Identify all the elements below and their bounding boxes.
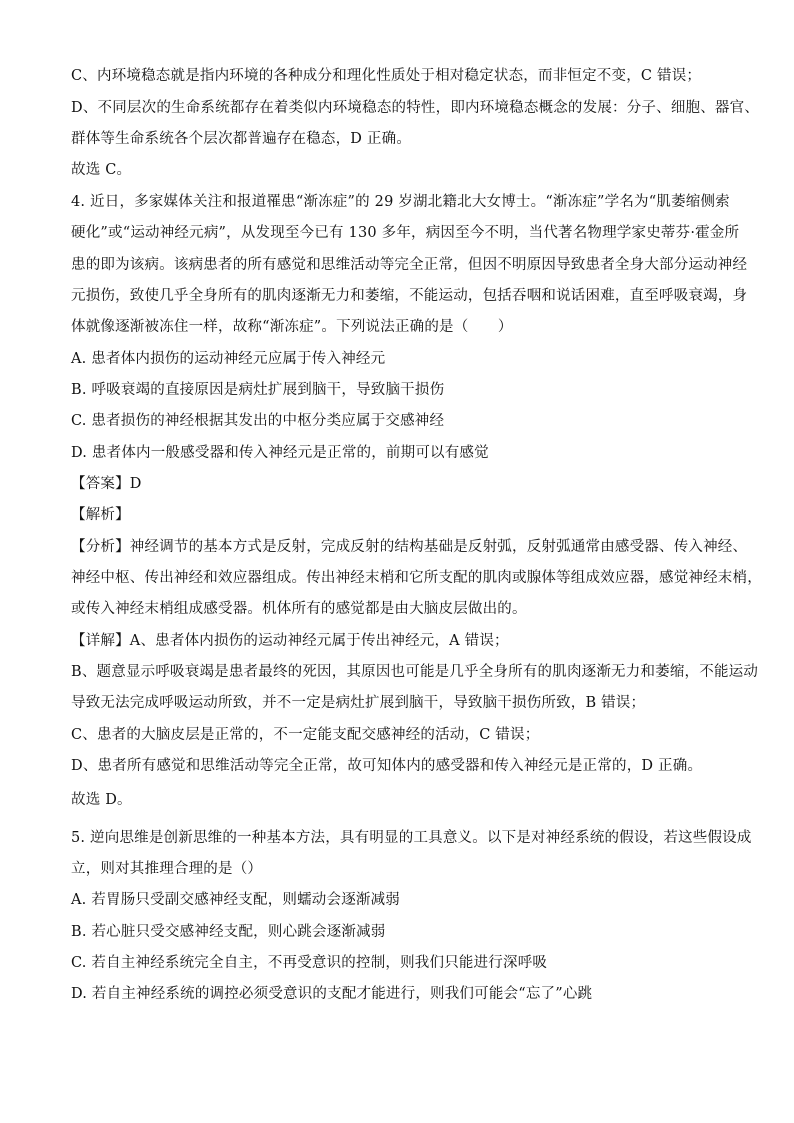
answer-label: 【答案】D <box>71 476 142 492</box>
analysis-paragraph-line-2: 神经中枢、传出神经和效应器组成。传出神经末梢和它所支配的肌肉或腺体等组成效应器，感觉神经末梢， <box>71 570 762 586</box>
question-5-option-d: D. 若自主神经系统的调控必须受意识的支配才能进行，则我们可能会“忘了”心跳 <box>71 986 593 1002</box>
question-5-option-c: C. 若自主神经系统完全自主，不再受意识的控制，则我们只能进行深呼吸 <box>71 955 548 971</box>
question-5-stem: 5. 逆向思维是创新思维的一种基本方法，具有明显的工具意义。以下是对神经系统的假设，若这些假设成 <box>71 830 752 846</box>
analysis-paragraph-line-3: 或传入神经末梢组成感受器。机体所有的感觉都是由大脑皮层做出的。 <box>71 601 527 617</box>
detail-option-a: 【详解】A、患者体内损伤的运动神经元属于传出神经元，A 错误； <box>71 633 509 649</box>
question-4-stem-line-4: 元损伤，致使几乎全身所有的肌肉逐渐无力和萎缩，不能运动，包括吞咽和说话困难，直至呼吸衰竭，身 <box>71 288 748 304</box>
detail-option-b-cont: 导致无法完成呼吸运动所致，并不一定是病灶扩展到脑干，导致脑干损伤所致，B 错误； <box>71 695 646 711</box>
question-4-option-b: B. 呼吸衰竭的直接原因是病灶扩展到脑干，导致脑干损伤 <box>71 382 445 398</box>
question-5-option-a: A. 若胃肠只受副交感神经支配，则蠕动会逐渐减弱 <box>71 892 400 908</box>
answer-choice: 故选 C。 <box>71 162 132 178</box>
question-4-stem-line-2: 硬化”或“运动神经元病”，从发现至今已有 130 多年，病因至今不明，当代著名物理学家史蒂芬·霍金所 <box>71 225 740 241</box>
analysis-paragraph: 【分析】神经调节的基本方式是反射，完成反射的结构基础是反射弧，反射弧通常由感受器、传入神经、 <box>71 539 748 555</box>
detail-option-d: D、患者所有感觉和思维活动等完全正常，故可知体内的感受器和传入神经元是正常的，D 正确。 <box>71 758 703 774</box>
question-4-option-a: A. 患者体内损伤的运动神经元应属于传入神经元 <box>71 351 386 367</box>
question-5-stem-line-2: 立，则对其推理合理的是（） <box>71 861 263 877</box>
option-c-explanation: C、内环境稳态就是指内环境的各种成分和理化性质处于相对稳定状态，而非恒定不变，C 错误； <box>71 68 702 84</box>
detail-option-c: C、患者的大脑皮层是正常的，不一定能支配交感神经的活动，C 错误； <box>71 727 540 743</box>
question-4-stem: 4. 近日，多家媒体关注和报道罹患“渐冻症”的 29 岁湖北籍北大女博士。“渐冻症”学名为“肌萎缩侧索 <box>71 194 730 210</box>
option-d-explanation: D、不同层次的生命系统都存在着类似内环境稳态的特性，即内环境稳态概念的发展：分子、细胞、器官、 <box>71 100 760 116</box>
detail-option-b: B、题意显示呼吸衰竭是患者最终的死因，其原因也可能是几乎全身所有的肌肉逐渐无力和萎缩，不能运动 <box>71 664 759 680</box>
answer-choice-2: 故选 D。 <box>71 792 132 808</box>
question-4-stem-line-3: 患的即为该病。该病患者的所有感觉和思维活动等完全正常，但因不明原因导致患者全身大部分运动神经 <box>71 257 748 273</box>
analysis-heading: 【解析】 <box>71 507 130 523</box>
option-d-explanation-cont: 群体等生命系统各个层次都普遍存在稳态，D 正确。 <box>71 131 412 147</box>
question-4-option-d: D. 患者体内一般感受器和传入神经元是正常的，前期可以有感觉 <box>71 445 489 461</box>
question-4-stem-line-5: 体就像逐渐被冻住一样，故称“渐冻症”。下列说法正确的是（ ） <box>71 319 513 335</box>
question-4-option-c: C. 患者损伤的神经根据其发出的中枢分类应属于交感神经 <box>71 413 445 429</box>
question-5-option-b: B. 若心脏只受交感神经支配，则心跳会逐渐减弱 <box>71 924 386 940</box>
